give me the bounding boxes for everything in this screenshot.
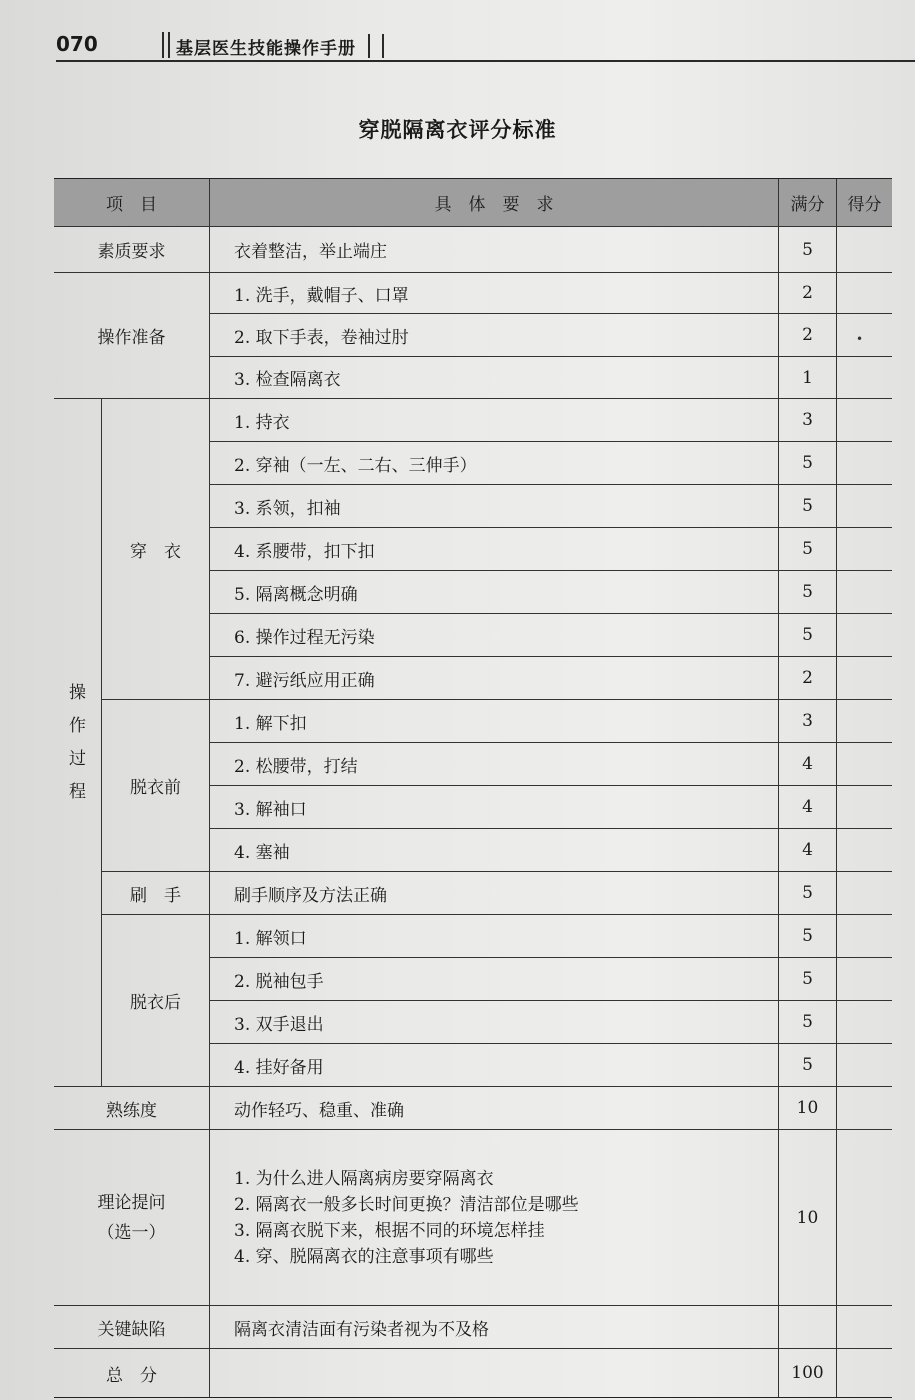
full-score-cell: 2 (779, 273, 837, 314)
score-cell (837, 1001, 892, 1044)
process-char: 作 (69, 715, 86, 736)
sub-label-scrub: 刷 手 (102, 872, 210, 915)
requirement-cell (210, 1349, 779, 1397)
full-score-cell (779, 1306, 837, 1349)
requirement-cell: 4. 系腰带，扣下扣 (210, 528, 779, 571)
score-cell (837, 1130, 892, 1306)
full-score-cell: 5 (779, 614, 837, 657)
table-title: 穿脱隔离衣评分标准 (358, 118, 557, 142)
full-score-cell: 4 (779, 829, 837, 872)
sub-label-before-doffing: 脱衣前 (102, 700, 210, 872)
col-header-requirement: 具 体 要 求 (210, 179, 779, 227)
row-label-proficiency: 熟练度 (54, 1087, 210, 1130)
question-item: 2. 隔离衣一般多长时间更换？清洁部位是哪些 (234, 1194, 579, 1215)
score-cell (837, 915, 892, 958)
theory-questions (210, 1130, 779, 1306)
question-item: 4. 穿、脱隔离衣的注意事项有哪些 (234, 1246, 494, 1267)
full-score-cell: 5 (779, 442, 837, 485)
full-score-cell: 10 (779, 1130, 837, 1306)
full-score-cell: 5 (779, 872, 837, 915)
full-score-cell: 4 (779, 743, 837, 786)
full-score-cell: 5 (779, 1001, 837, 1044)
page-header (56, 30, 915, 62)
row-label-total: 总 分 (54, 1349, 210, 1397)
requirement-cell: 刷手顺序及方法正确 (210, 872, 779, 915)
score-cell (837, 442, 892, 485)
score-cell (837, 399, 892, 442)
requirement-cell: 3. 双手退出 (210, 1001, 779, 1044)
process-char: 过 (69, 748, 86, 769)
full-score-cell: 2 (779, 657, 837, 700)
header-decoration (368, 34, 384, 58)
score-cell (837, 872, 892, 915)
process-char: 程 (69, 781, 86, 802)
requirement-cell: 2. 松腰带，打结 (210, 743, 779, 786)
requirement-cell: 6. 操作过程无污染 (210, 614, 779, 657)
row-label-quality: 素质要求 (54, 227, 210, 273)
full-score-cell: 3 (779, 399, 837, 442)
col-header-score: 得分 (837, 179, 892, 227)
row-label-preparation: 操作准备 (54, 273, 210, 399)
full-score-cell: 5 (779, 227, 837, 273)
requirement-cell: 4. 塞袖 (210, 829, 779, 872)
full-score-cell: 5 (779, 915, 837, 958)
score-cell (837, 614, 892, 657)
requirement-cell: 2. 取下手表，卷袖过肘 (210, 314, 779, 357)
pencil-mark: • (856, 332, 864, 346)
full-score-cell: 3 (779, 700, 837, 743)
requirement-cell: 5. 隔离概念明确 (210, 571, 779, 614)
score-cell (837, 700, 892, 743)
question-item: 1. 为什么进人隔离病房要穿隔离衣 (234, 1168, 494, 1189)
score-cell (837, 528, 892, 571)
requirement-cell: 1. 持衣 (210, 399, 779, 442)
requirement-cell: 动作轻巧、稳重、准确 (210, 1087, 779, 1130)
total-score: 100 (779, 1349, 837, 1397)
score-cell (837, 1349, 892, 1397)
col-header-item: 项 目 (54, 179, 210, 227)
requirement-cell: 2. 穿袖（一左、二右、三伸手） (210, 442, 779, 485)
requirement-cell: 1. 洗手，戴帽子、口罩 (210, 273, 779, 314)
requirement-cell: 4. 挂好备用 (210, 1044, 779, 1087)
header-separator (162, 32, 170, 58)
requirement-cell: 1. 解领口 (210, 915, 779, 958)
score-cell (837, 657, 892, 700)
requirement-cell: 3. 系领，扣袖 (210, 485, 779, 528)
full-score-cell: 5 (779, 571, 837, 614)
sub-label-after-doffing: 脱衣后 (102, 915, 210, 1087)
full-score-cell: 5 (779, 528, 837, 571)
page-number: 070 (56, 32, 98, 56)
requirement-cell: 3. 检查隔离衣 (210, 357, 779, 399)
full-score-cell: 2 (779, 314, 837, 357)
score-cell (837, 227, 892, 273)
score-cell (837, 485, 892, 528)
score-cell (837, 1087, 892, 1130)
requirement-cell: 3. 解袖口 (210, 786, 779, 829)
score-cell (837, 958, 892, 1001)
score-cell (837, 273, 892, 314)
full-score-cell: 5 (779, 958, 837, 1001)
requirement-cell: 1. 解下扣 (210, 700, 779, 743)
full-score-cell: 5 (779, 485, 837, 528)
theory-label: 理论提问 (97, 1192, 166, 1213)
full-score-cell: 5 (779, 1044, 837, 1087)
col-header-full-score: 满分 (779, 179, 837, 227)
full-score-cell: 1 (779, 357, 837, 399)
score-cell (837, 1306, 892, 1349)
requirement-cell: 隔离衣清洁面有污染者视为不及格 (210, 1306, 779, 1349)
score-cell (837, 314, 892, 357)
requirement-cell: 7. 避污纸应用正确 (210, 657, 779, 700)
score-cell (837, 786, 892, 829)
row-label-process (54, 399, 102, 1087)
score-cell (837, 829, 892, 872)
full-score-cell: 4 (779, 786, 837, 829)
score-cell (837, 357, 892, 399)
score-cell (837, 1044, 892, 1087)
row-label-theory (54, 1130, 210, 1306)
sub-label-donning: 穿 衣 (102, 399, 210, 700)
requirement-cell: 衣着整洁，举止端庄 (210, 227, 779, 273)
theory-label-sub: （选一） (97, 1222, 166, 1243)
row-label-key-defect: 关键缺陷 (54, 1306, 210, 1349)
scoring-table (54, 178, 892, 1398)
process-char: 操 (69, 682, 86, 703)
requirement-cell: 2. 脱袖包手 (210, 958, 779, 1001)
score-cell (837, 571, 892, 614)
full-score-cell: 10 (779, 1087, 837, 1130)
question-item: 3. 隔离衣脱下来，根据不同的环境怎样挂 (234, 1220, 545, 1241)
score-cell (837, 743, 892, 786)
book-title: 基层医生技能操作手册 (176, 39, 356, 59)
